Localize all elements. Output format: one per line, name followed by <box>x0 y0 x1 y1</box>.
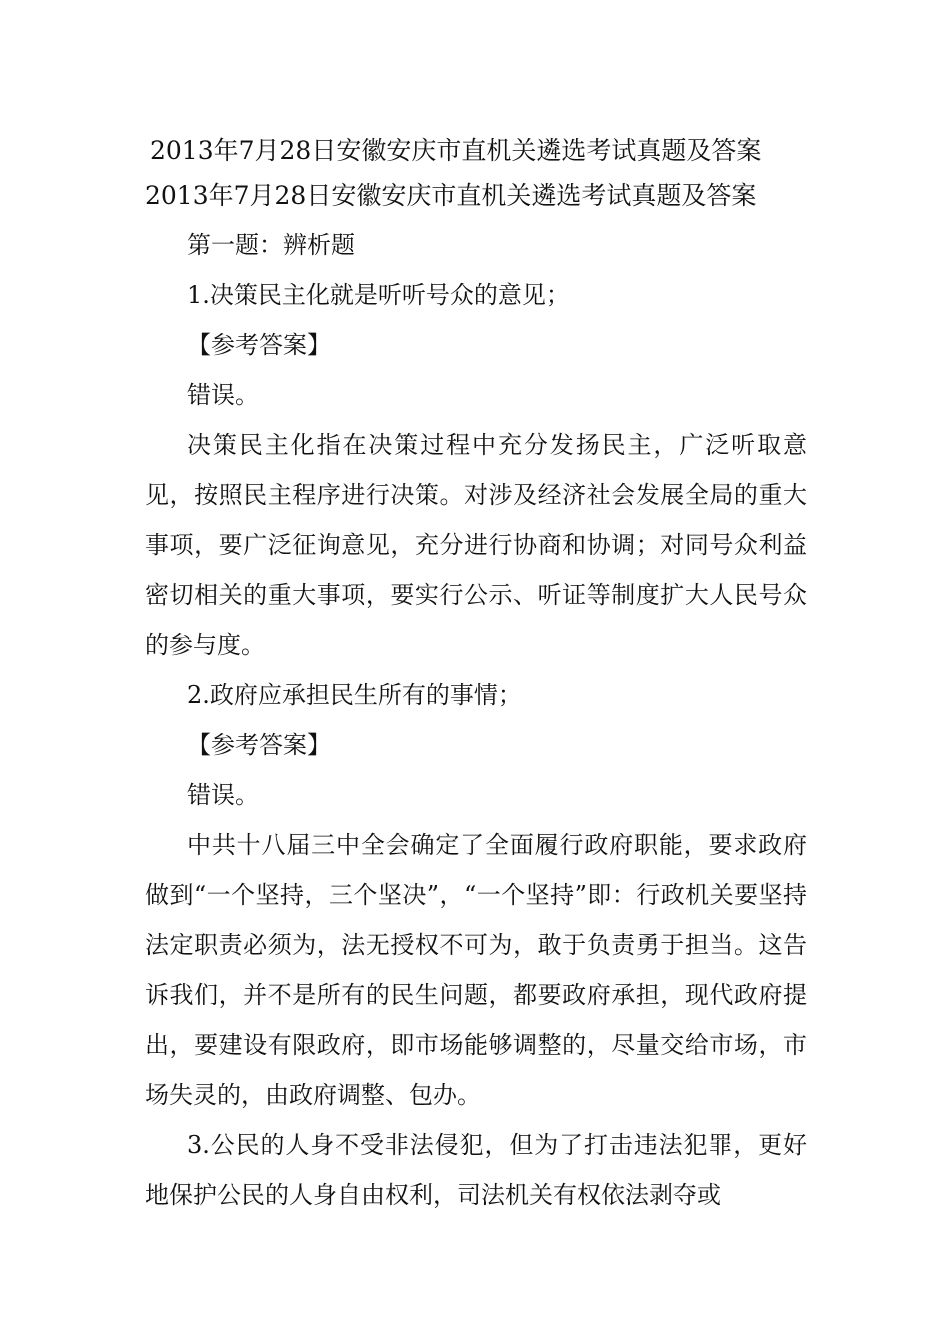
answer-verdict-1: 错误。 <box>187 381 259 409</box>
question-1: 1.决策民主化就是听听号众的意见； <box>187 281 570 309</box>
section-heading: 第一题：辨析题 <box>187 231 355 259</box>
answer-label-2: 【参考答案】 <box>187 731 331 759</box>
answer-verdict-2: 错误。 <box>187 781 259 809</box>
question-2: 2.政府应承担民生所有的事情； <box>187 681 522 709</box>
question-3: 3.公民的人身不受非法侵犯，但为了打击违法犯罪，更好地保护公民的人身自由权利，司法机关有权依法剥夺或 <box>145 1131 807 1209</box>
answer-explanation-1: 决策民主化指在决策过程中充分发扬民主，广泛听取意见，按照民主程序进行决策。对涉及经济社会发展全局的重大事项，要广泛征询意见，充分进行协商和协调；对同号众利益密切相关的重大事项，要实行公示、听证等制度扩大人民号众的参与度。 <box>145 431 807 659</box>
answer-explanation-2: 中共十八届三中全会确定了全面履行政府职能，要求政府做到“一个坚持，三个坚决”，“一个坚持”即：行政机关要坚持法定职责必须为，法无授权不可为，敢于负责勇于担当。这告诉我们，并不是所有的民生问题，都要政府承担，现代政府提出，要建设有限政府，即市场能够调整的，尽量交给市场，市场失灵的，由政府调整、包办。 <box>145 831 807 1109</box>
document-title-repeat: 2013年7月28日安徽安庆市直机关遴选考试真题及答案 <box>145 181 757 210</box>
document-page <box>145 128 807 1220</box>
document-title: 2013年7月28日安徽安庆市直机关遴选考试真题及答案 <box>150 136 762 165</box>
answer-label-1: 【参考答案】 <box>187 331 331 359</box>
